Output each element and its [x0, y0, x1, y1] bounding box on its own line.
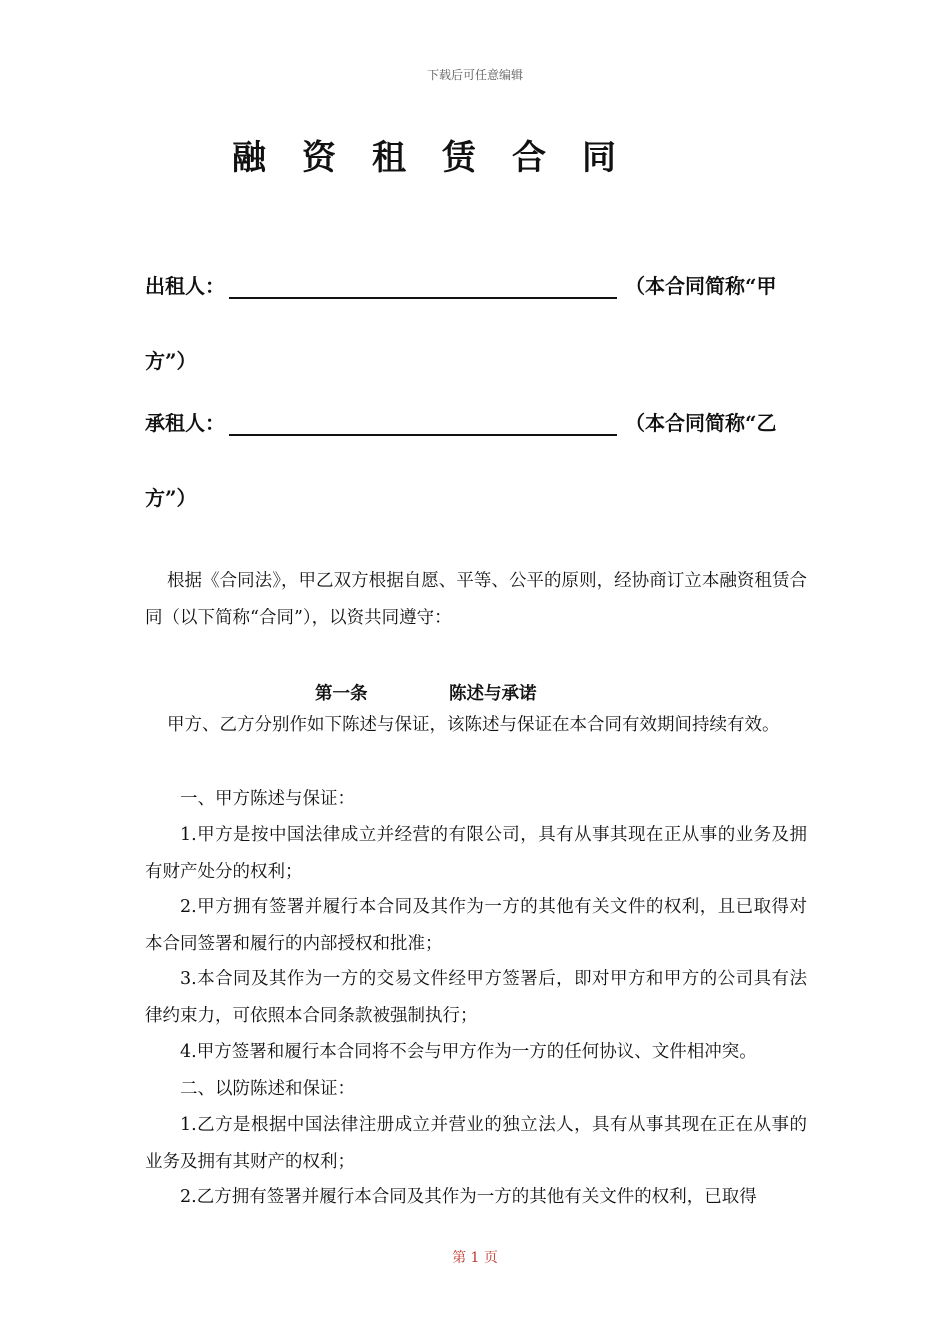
lessee-label: 承租人： [145, 411, 225, 435]
section-a-item: 3.本合同及其作为一方的交易文件经甲方签署后，即对甲方和甲方的公司具有法律约束力，可依照本合同条款被强制执行； [145, 969, 807, 1026]
section-a-item: 1.甲方是按中国法律成立并经营的有限公司，具有从事其现在正从事的业务及拥有财产处分的权利； [145, 825, 807, 882]
article-number: 第一条 [315, 684, 368, 704]
section-b-heading: 二、以防陈述和保证： [180, 1079, 355, 1099]
article-intro: 甲方、乙方分别作如下陈述与保证，该陈述与保证在本合同有效期间持续有效。 [167, 715, 780, 735]
section-a-item: 2.甲方拥有签署并履行本合同及其作为一方的其他有关文件的权利，且已取得对本合同签署和履行的内部授权和批准； [145, 897, 807, 954]
lessee-suffix: （本合同简称“乙 [625, 411, 777, 435]
lessee-line [145, 407, 777, 436]
article-title: 陈述与承诺 [449, 684, 537, 704]
section-a-item: 4.甲方签署和履行本合同将不会与甲方作为一方的任何协议、文件相冲突。 [180, 1042, 757, 1062]
section-b-item: 1.乙方是根据中国法律注册成立并营业的独立法人，具有从事其现在正在从事的业务及拥有其财产的权利； [145, 1115, 807, 1172]
lessee-blank [229, 412, 617, 436]
section-a-heading: 一、甲方陈述与保证： [180, 789, 355, 809]
lessor-label: 出租人： [145, 274, 225, 298]
lessor-continuation: 方”） [145, 349, 197, 373]
page-footer: 第 1 页 [452, 1250, 498, 1266]
header-note: 下载后可任意编辑 [426, 68, 523, 82]
document-title: 融资租赁合同 [232, 138, 652, 178]
lessor-blank [229, 275, 617, 299]
lessee-continuation: 方”） [145, 486, 197, 510]
lessor-suffix: （本合同简称“甲 [625, 274, 777, 298]
section-b-item: 2.乙方拥有签署并履行本合同及其作为一方的其他有关文件的权利，已取得 [180, 1187, 757, 1207]
lessor-line [145, 270, 777, 299]
preamble: 根据《合同法》，甲乙双方根据自愿、平等、公平的原则，经协商订立本融资租赁合同（以下简称“合同”），以资共同遵守： [145, 571, 807, 628]
